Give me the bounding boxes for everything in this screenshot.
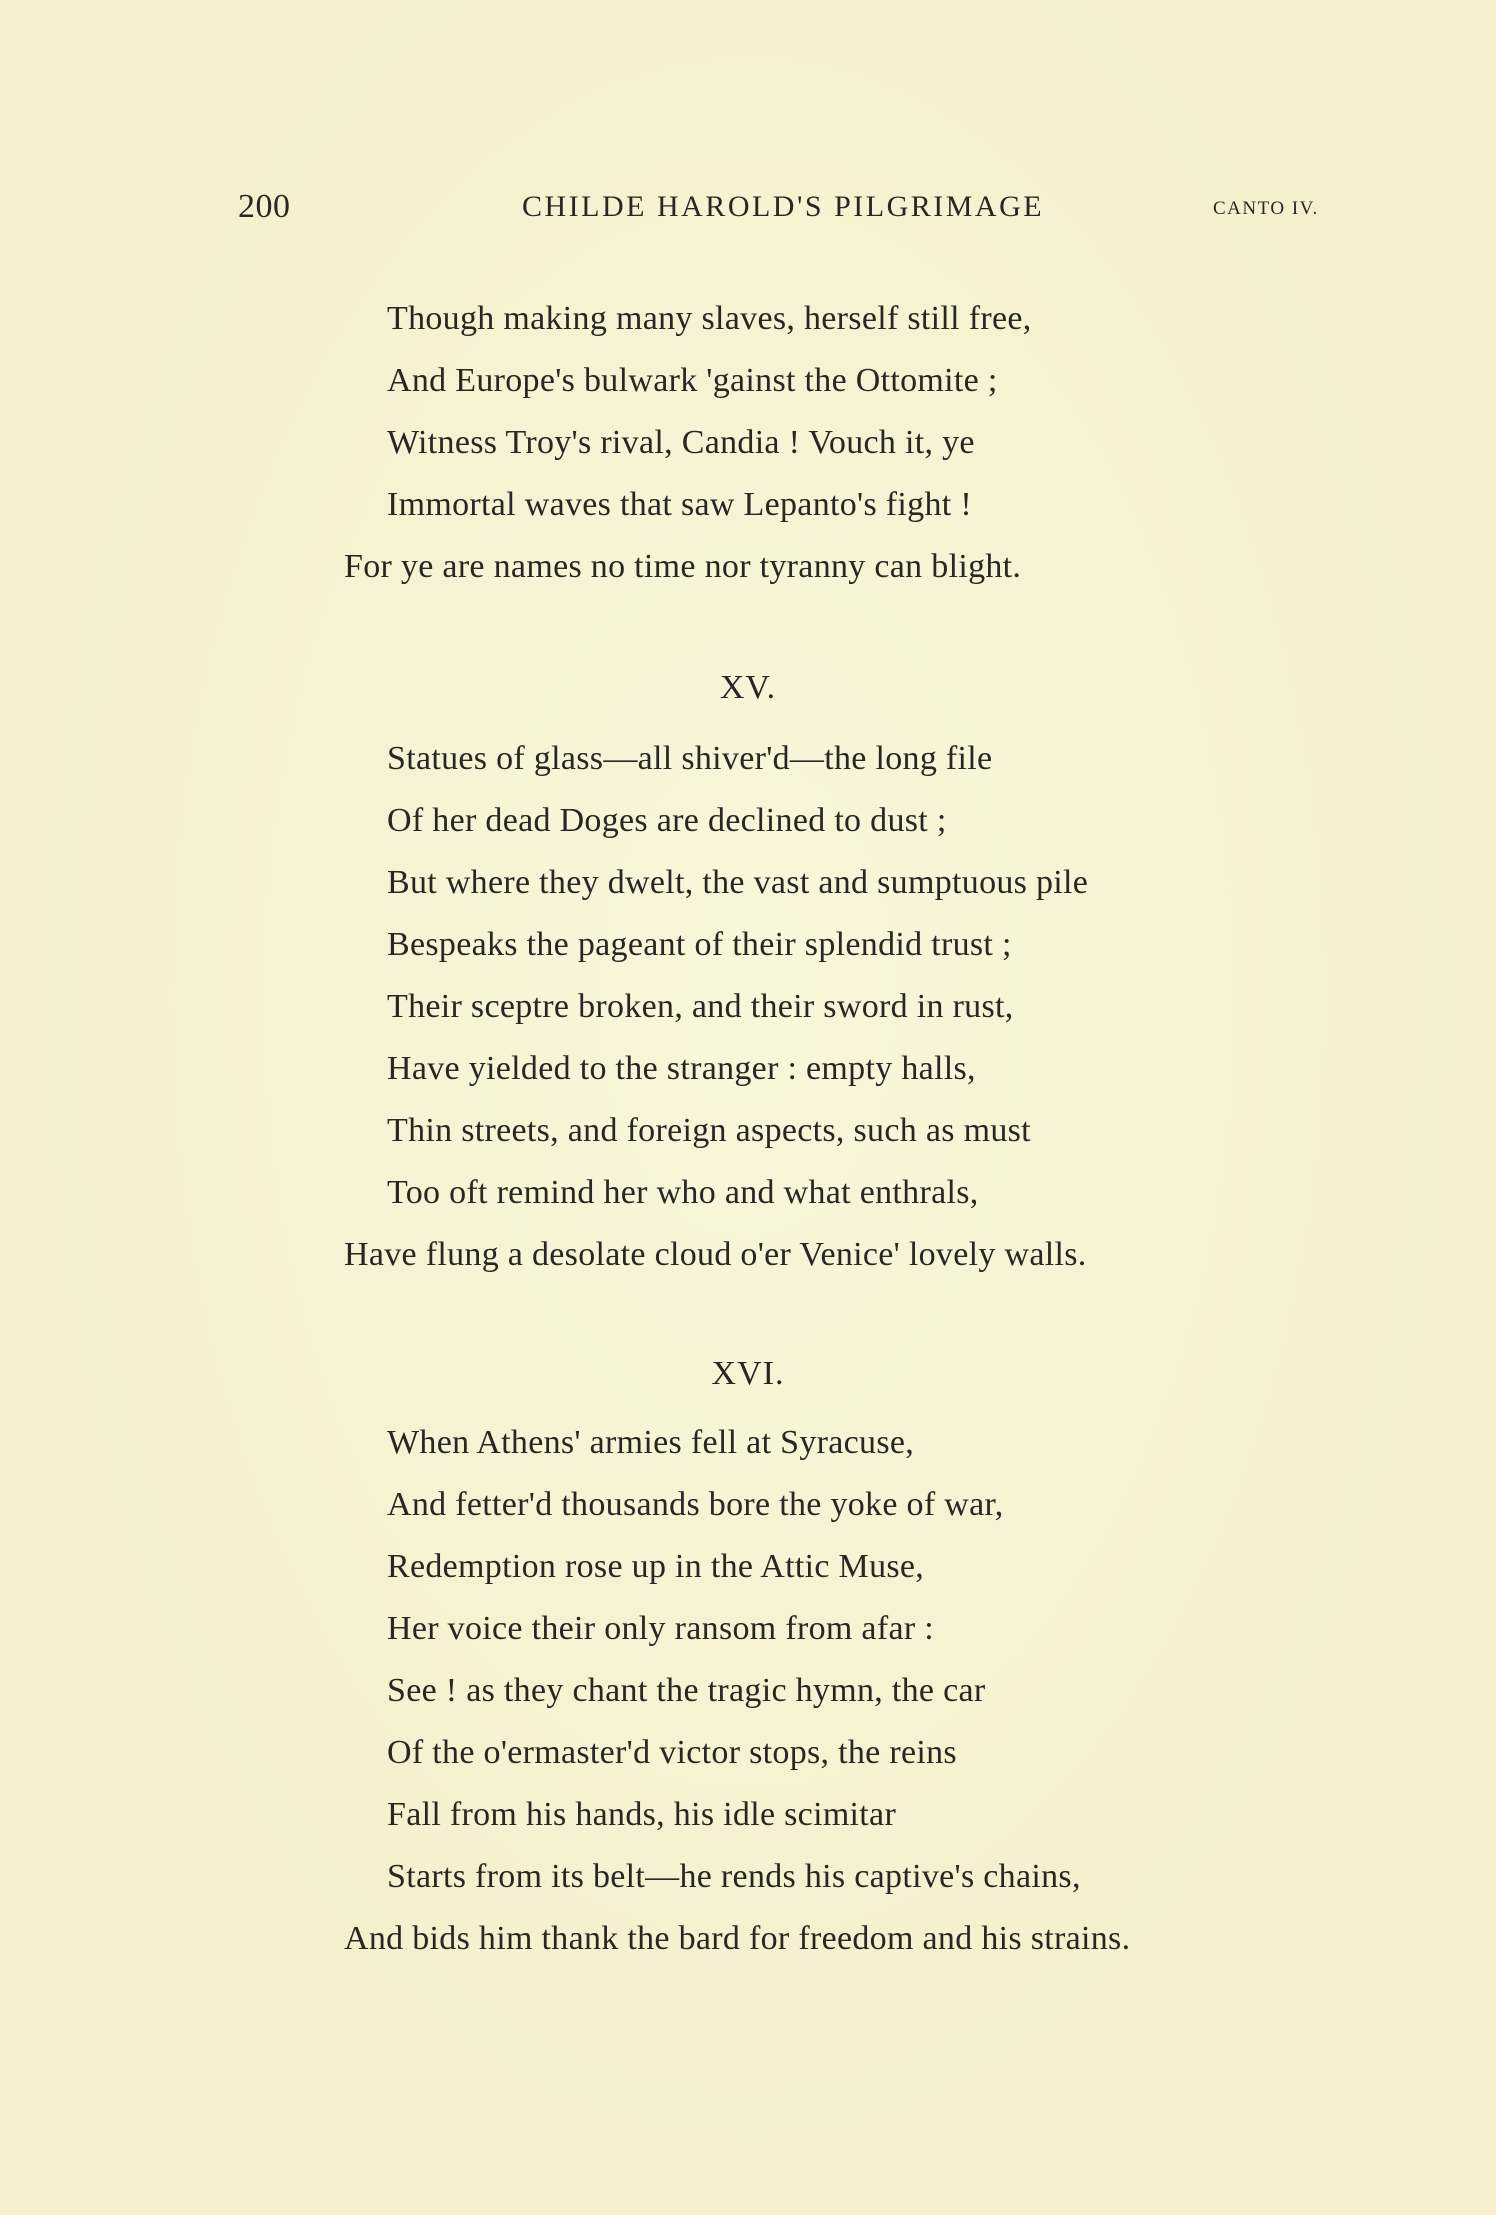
running-title: CHILDE HAROLD'S PILGRIMAGE xyxy=(522,190,1045,223)
poem-line: Have yielded to the stranger : empty halls, xyxy=(387,1050,976,1087)
stanza-heading-xvi: XVI. xyxy=(711,1355,785,1392)
poem-line: Witness Troy's rival, Candia ! Vouch it, ye xyxy=(387,424,975,461)
poem-line: Thin streets, and foreign aspects, such as must xyxy=(387,1112,1031,1149)
poem-line: Have flung a desolate cloud o'er Venice' lovely walls. xyxy=(344,1236,1087,1273)
poem-line: And bids him thank the bard for freedom and his strains. xyxy=(344,1920,1131,1957)
poem-line: And Europe's bulwark 'gainst the Ottomite ; xyxy=(387,362,998,399)
poem-line: Starts from its belt—he rends his captive's chains, xyxy=(387,1858,1081,1895)
canto-label: CANTO IV. xyxy=(1213,198,1319,219)
poem-line: See ! as they chant the tragic hymn, the car xyxy=(387,1672,986,1709)
poem-line: For ye are names no time nor tyranny can blight. xyxy=(344,548,1022,585)
poem-line: Though making many slaves, herself still free, xyxy=(387,300,1032,337)
stanza-heading-xv: XV. xyxy=(719,669,777,706)
poem-line: But where they dwelt, the vast and sumptuous pile xyxy=(387,864,1089,901)
poem-line: Of the o'ermaster'd victor stops, the reins xyxy=(387,1734,957,1771)
poem-line: And fetter'd thousands bore the yoke of war, xyxy=(387,1486,1004,1523)
poem-line: Statues of glass—all shiver'd—the long file xyxy=(387,740,993,777)
poem-line: Redemption rose up in the Attic Muse, xyxy=(387,1548,925,1585)
poem-line: When Athens' armies fell at Syracuse, xyxy=(387,1424,915,1461)
poem-line: Fall from his hands, his idle scimitar xyxy=(387,1796,897,1833)
poem-line: Bespeaks the pageant of their splendid trust ; xyxy=(387,926,1012,963)
poem-line: Immortal waves that saw Lepanto's fight ! xyxy=(387,486,972,523)
poem-line: Of her dead Doges are declined to dust ; xyxy=(387,802,947,839)
poem-line: Too oft remind her who and what enthrals, xyxy=(387,1174,979,1211)
poem-line: Her voice their only ransom from afar : xyxy=(387,1610,935,1647)
poem-line: Their sceptre broken, and their sword in rust, xyxy=(387,988,1014,1025)
page-number: 200 xyxy=(238,188,291,225)
page-header xyxy=(0,188,1496,238)
